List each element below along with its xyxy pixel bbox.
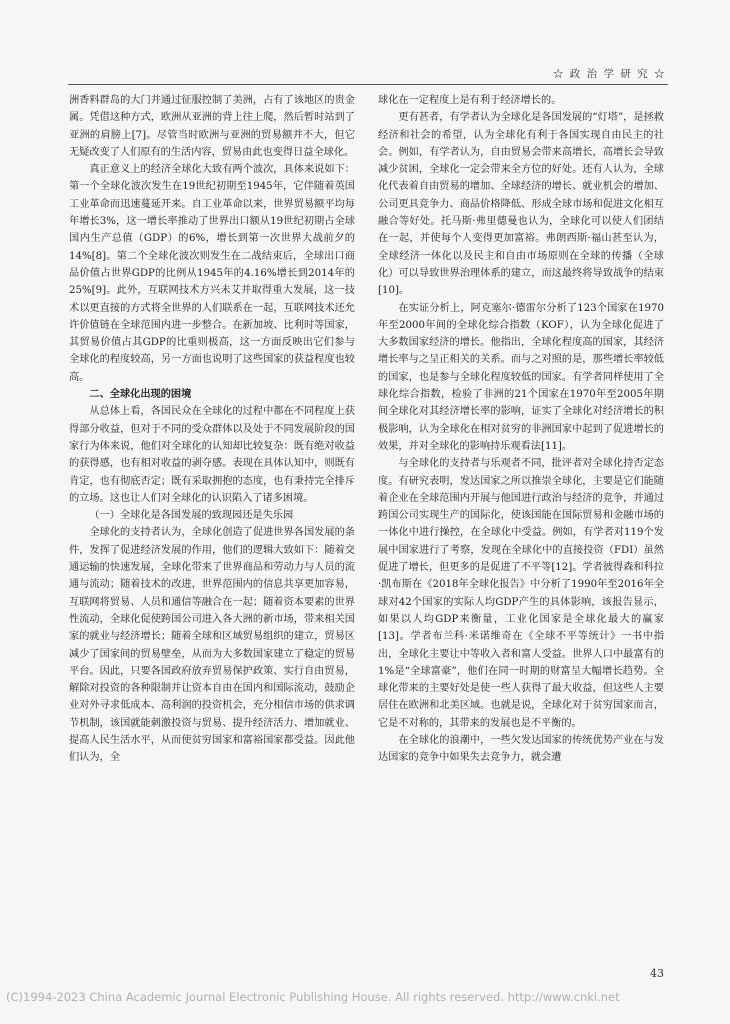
paragraph: 在全球化的浪潮中，一些欠发达国家的传统优势产业在与发达国家的竞争中如果失去竞争力，就会遭 xyxy=(378,734,664,764)
paragraph: 从总体上看，各国民众在全球化的过程中都在不同程度上获得部分收益，但对于不同的受众群体以及处于不同发展阶段的国家行为体来说，他们对全球化的认知却比较复杂：既有绝对收益的获得感，也有相对收益的剥夺感。表现在具体认知中，则既有肯定，也有彻底否定；既有采取拥抱的态度，也有秉持完全排斥的立场。这也让人们对全球化的认识陷入了诸多困境。 xyxy=(69,406,355,504)
left-column xyxy=(69,92,355,782)
subsection-heading: （一）全球化是各国发展的致现园还是失乐园 xyxy=(89,510,294,522)
journal-header: ☆ 政 治 学 研 究 ☆ xyxy=(552,68,666,80)
section-heading: 二、全球化出现的困境 xyxy=(89,389,192,401)
right-column xyxy=(378,92,664,782)
paragraph: 与全球化的支持者与乐观者不同，批评者对全球化持否定态度。有研究表明，发达国家之所以推崇全球化，主要是它们能随着企业在全球范围内开展与他国进行政治与经济的竞争，并通过跨国公司实现生产的国际化，使该国能在国际贸易和金融市场的一体化中进行操控，在全球化中受益。例如，有学者对119个发展中国家进行了考察，发现在全球化中的直接投资（FDI）虽然促进了增长，但更多的是促进了不平等[12]。学者彼得森和科拉·凯布斯在《2018年全球化报告》中分析了1990年至2016年全球对42个国家的实际人均GDP产生的具体影响，该报告显示，如果以人均GDP来衡量，工业化国家是全球化最大的赢家[13]。学者布兰科·米诺维奇在《全球不平等统计》一书中指出，全球化主要让中等收入者和富人受益。世界人口中最富有的1%是“全球富豪”，他们在同一时期的财富呈大幅增长趋势。全球化带来的主要好处是使一些人获得了最大收益，但这些人主要居住在欧洲和北美区域。也就是说，全球化对于贫穷国家而言，它是不对称的，其带来的发展也是不平衡的。 xyxy=(378,458,664,729)
header-rule xyxy=(68,84,668,85)
paragraph: 更有甚者，有学者认为全球化是各国发展的“灯塔”，是拯救经济和社会的希望，认为全球化有利于各国实现自由民主的社会。例如，有学者认为，自由贸易会带来高增长，高增长会导致减少贫困，全球化一定会带来全方位的好处。还有人认为，全球化代表着自由贸易的增加、全球经济的增长、就业机会的增加、公司更具竞争力、商品价格降低、形成全球市场和促进文化相互融合等好处。托马斯·弗里德曼也认为，全球化可以使人们团结在一起，并使每个人变得更加富裕。弗朗西斯·福山甚至认为，全球经济一体化以及民主和自由市场原则在全球的传播（全球化）可以导致世界治理体系的建立，而这最终将导致战争的结束[10]。 xyxy=(378,112,664,297)
page-number: 43 xyxy=(650,967,664,980)
paragraph: 球化在一定程度上是有利于经济增长的。 xyxy=(378,95,562,106)
copyright-watermark: (C)1994-2023 China Academic Journal Electronic Publishing House. All rights reserved. http://www.cnki.net xyxy=(6,990,620,1004)
paragraph: 在实证分析上，阿克塞尔·德雷尔分析了123个国家在1970年至2000年间的全球化综合指数（KOF），认为全球化促进了大多数国家经济的增长。他指出，全球化程度高的国家，其经济增长率与之呈正相关的关系。而与之对照的是，那些增长率较低的国家，也是参与全球化程度较低的国家。有学者同样使用了全球化综合指数，检验了非洲的21个国家在1970年至2005年期间全球化对其经济增长率的影响，证实了全球化对经济增长的积极影响，认为全球化在相对贫穷的非洲国家中起到了促进增长的效果，并对全球化的影响持乐观看法[11]。 xyxy=(378,302,664,452)
paragraph: 洲香料群岛的大门并通过征服控制了美洲，占有了该地区的贵金属。凭借这种方式，欧洲从亚洲的背上往上爬，然后暂时站到了亚洲的肩膀上[7]。尽管当时欧洲与亚洲的贸易额并不大，但它无疑改变了人们原有的生活内容，贸易由此也变得日益全球化。 xyxy=(69,95,355,158)
paragraph: 全球化的支持者认为，全球化创造了促进世界各国发展的条件，发挥了促进经济发展的作用，他们的逻辑大致如下：随着交通运输的快速发展，全球化带来了世界商品和劳动力与人员的流通与流动；随着技术的改进，世界范围内的信息共享更加容易，互联网将贸易、人员和通信等融合在一起；随着资本要素的世界性流动，全球化促使跨国公司进入各大洲的新市场，带来相关国家的就业与经济增长；随着全球和区域贸易组织的建立，贸易区减少了国家间的贸易壁垒，从而为大多数国家建立了稳定的贸易平台。因此，只要各国政府放弃贸易保护政策、实行自由贸易，解除对投资的各种限制并让资本自由在国内和国际流动，鼓励企业对外寻求低成本、高利润的投资机会，充分相信市场的供求调节机制，该国就能刺激投资与贸易、提升经济活力、增加就业、提高人民生活水平，从而使贫穷国家和富裕国家都受益。因此他们认为，全 xyxy=(69,527,355,764)
paragraph: 真正意义上的经济全球化大致有两个波次，具体来说如下：第一个全球化波次发生在19世纪初期至1945年，它伴随着英国工业革命而迅速蔓延开来。自工业革命以来，世界贸易额平均每年增长3%，这一增长率推动了世界出口额从19世纪初期占全球国内生产总值（GDP）的6%，增长到第一次世界大战前夕的14%[8]。第二个全球化波次则发生在二战结束后，全球出口商品价值占世界GDP的比例从1945年的4.16%增长到2014年的25%[9]。此外，互联网技术方兴未艾并取得重大发展，这一技术以更直接的方式将全世界的人们联系在一起，互联网技术还允许价值链在全球范围内进一步整合。在新加坡、比利时等国家，其贸易价值占其GDP的比重则极高，这一方面反映出它们参与全球化的程度较高，另一方面也说明了这些国家的获益程度也较高。 xyxy=(69,164,355,383)
